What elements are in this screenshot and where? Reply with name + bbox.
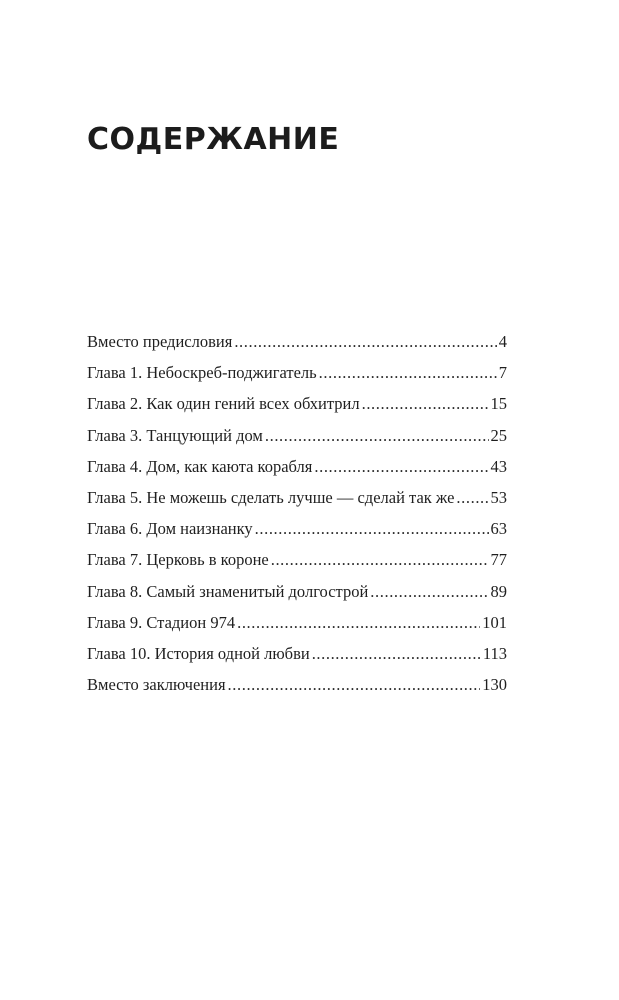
toc-entry-title: Глава 1. Небоскреб-поджигатель [87,363,317,383]
dot-leader [456,488,488,508]
dot-leader [228,675,481,695]
toc-entry-page: 89 [490,581,507,601]
dot-leader [362,394,489,414]
dot-leader [255,519,489,539]
toc-entry-page: 4 [498,332,507,351]
toc-entry [87,582,507,613]
toc-entry-page: 53 [490,487,507,507]
toc-entry-title: Глава 9. Стадион 974 [87,612,236,632]
toc-entry [87,488,507,519]
toc-entry-page: 15 [490,394,507,414]
page-title: СОДЕРЖАНИЕ [87,122,340,157]
toc-entry [87,519,507,550]
toc-entry [87,675,507,706]
dot-leader [271,550,489,570]
dot-leader [319,363,497,383]
toc-entry-page: 113 [482,643,507,663]
toc-entry [87,426,507,457]
toc-entry-title: Глава 6. Дом наизнанку [87,519,253,539]
toc-entry-title: Глава 8. Самый знаменитый долгострой [87,581,369,601]
toc-entry-page: 130 [482,675,507,695]
toc-entry-title: Вместо заключения [87,675,226,695]
dot-leader [265,426,489,446]
dot-leader [370,582,488,602]
toc-entry-title: Вместо предисловия [87,332,233,351]
toc-entry-title: Глава 5. Не можешь сделать лучше — сделай так же [87,487,455,507]
toc-entry-page: 77 [490,550,507,570]
dot-leader [237,613,480,633]
toc-entry-title: Глава 4. Дом, как каюта корабля [87,456,313,476]
toc-entry [87,457,507,488]
toc-entry-title: Глава 3. Танцующий дом [87,425,263,445]
toc-entry-title: Глава 7. Церковь в короне [87,550,269,570]
table-of-contents [87,332,507,706]
toc-entry [87,613,507,644]
toc-entry-page: 7 [498,363,507,383]
toc-entry-title: Глава 10. История одной любви [87,643,310,663]
toc-entry [87,644,507,675]
toc-entry [87,363,507,394]
dot-leader [234,332,496,352]
dot-leader [314,457,488,477]
toc-entry-page: 25 [490,425,507,445]
toc-entry-page: 63 [490,519,507,539]
toc-entry-title: Глава 2. Как один гений всех обхитрил [87,394,360,414]
toc-entry-page: 101 [482,612,507,632]
toc-entry-page: 43 [490,456,507,476]
dot-leader [312,644,481,664]
toc-entry [87,550,507,581]
toc-entry [87,332,507,363]
toc-entry [87,394,507,425]
